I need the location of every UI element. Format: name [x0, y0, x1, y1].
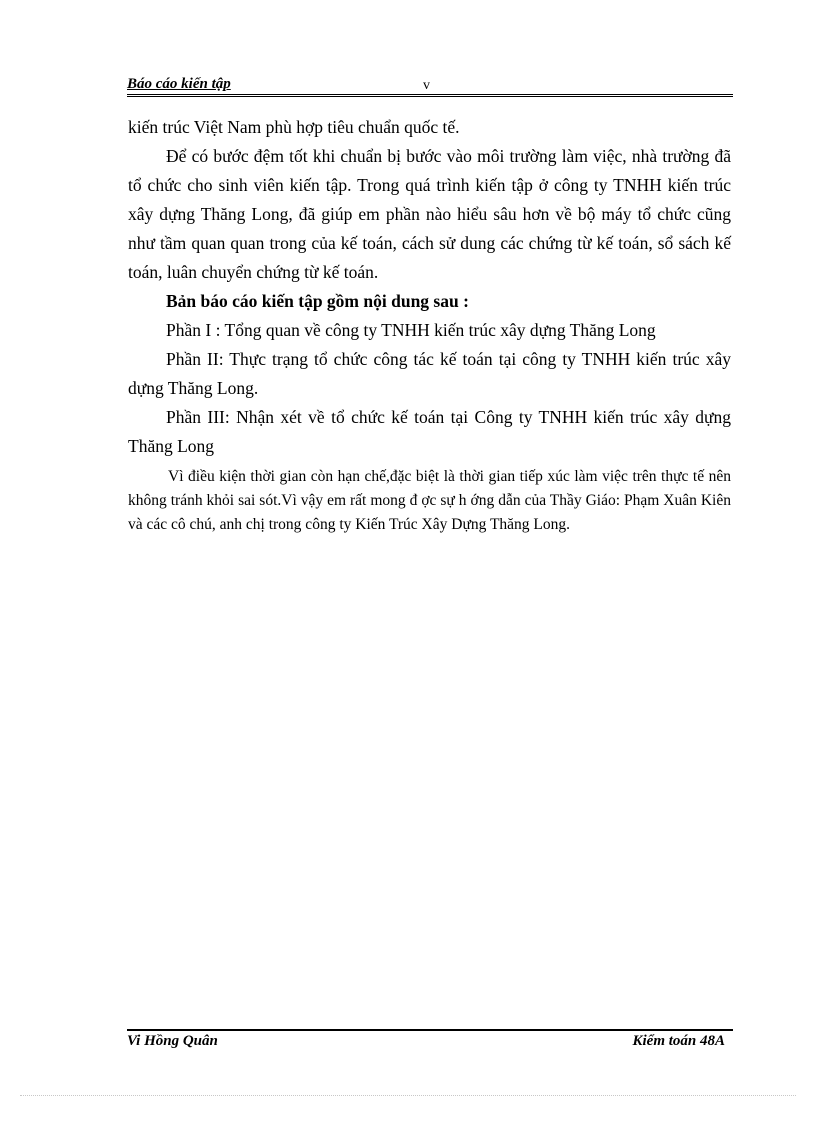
paragraph-acknowledgement: Vì điều kiện thời gian còn hạn chế,đặc biệt là thời gian tiếp xúc làm việc trên thực tế nên không tránh khỏi sai sót.Vì vậy em rất mong đ ợc sự h ớng dẫn của Thầy Giáo: Phạm Xuân Kiên và các cô chú, anh chị trong công ty Kiến Trúc Xây Dựng Thăng Long. [128, 468, 731, 533]
header-page-marker: v [423, 78, 430, 93]
paragraph-contents-heading: Bản báo cáo kiến tập gồm nội dung sau : [166, 291, 469, 311]
header-title: Báo cáo kiến tập [127, 76, 231, 92]
paragraph-intro: Để có bước đệm tốt khi chuẩn bị bước vào môi trường làm việc, nhà trường đã tổ chức cho sinh viên kiến tập. Trong quá trình kiến tập ở công ty TNHH kiến trúc xây dựng Thăng Long, đã giúp em phần nào hiểu sâu hơn về bộ máy tổ chức cũng như tầm quan quan trong của kế toán, cách sử dung các chứng từ kế toán, sổ sách kế toán, luân chuyển chứng từ kế toán. [128, 146, 731, 282]
page-bottom-edge [20, 1095, 796, 1096]
page-header [127, 76, 733, 97]
paragraph-continuation: kiến trúc Việt Nam phù hợp tiêu chuẩn quốc tế. [128, 117, 460, 137]
footer-class: Kiểm toán 48A [632, 1033, 725, 1049]
document-body [128, 113, 731, 537]
paragraph-part-1: Phần I : Tổng quan về công ty TNHH kiến trúc xây dựng Thăng Long [166, 320, 656, 340]
paragraph-part-3: Phần III: Nhận xét về tổ chức kế toán tại Công ty TNHH kiến trúc xây dựng Thăng Long [128, 407, 731, 456]
paragraph-part-2: Phần II: Thực trạng tổ chức công tác kế toán tại công ty TNHH kiến trúc xây dựng Thăng Long. [128, 349, 731, 398]
footer-author: Vi Hồng Quân [127, 1033, 218, 1049]
page-footer [127, 1029, 733, 1049]
